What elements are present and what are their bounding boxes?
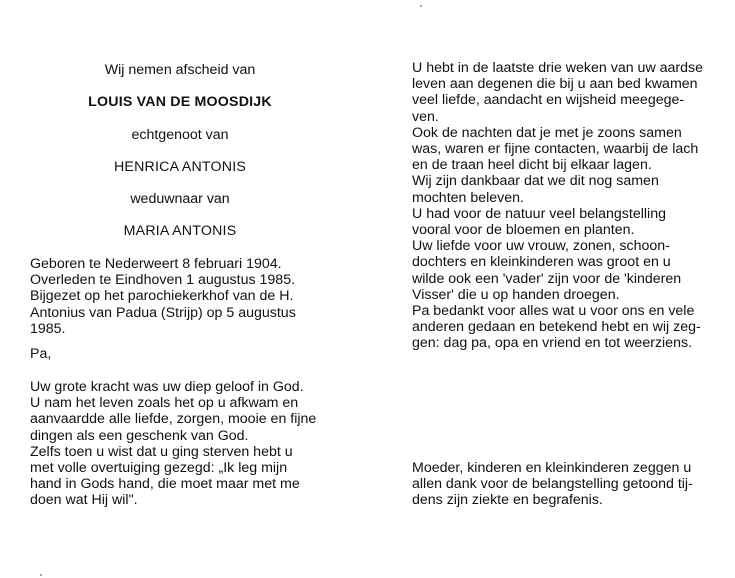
spouse-name: HENRICA ANTONIS [113, 159, 247, 175]
print-speck [40, 574, 42, 576]
right-body-text [412, 60, 704, 352]
text-line: was, waren er fijne contacten, waarbij de lach [412, 141, 699, 158]
intro-line: Wij nemen afscheid van [104, 62, 256, 78]
text-line: leven aan degenen die bij u aan bed kwamen [412, 76, 698, 93]
text-line: met volle overtuiging gezegd: „Ik leg mijn [30, 460, 288, 477]
text-line: aanvaardde alle liefde, zorgen, mooie en fijne [30, 411, 317, 428]
text-line: allen dank voor de belangstelling getoond tij- [412, 476, 693, 493]
text-line: Ook de nachten dat je met je zoons samen [412, 124, 682, 141]
salutation: Pa, [30, 346, 52, 362]
family-thanks [412, 460, 704, 509]
fact-line: Geboren te Nederweert 8 februari 1904. [30, 256, 282, 272]
fact-line: Overleden te Eindhoven 1 augustus 1985. [30, 272, 296, 289]
text-line: dochters en kleinkinderen was groot en u [412, 254, 671, 271]
text-line: doen wat Hij wil". [30, 492, 138, 509]
text-line: Zelfs toen u wist dat u ging sterven hebt u [30, 443, 293, 460]
fact-line: Antonius van Padua (Strijp) op 5 augustus [30, 304, 296, 321]
text-line: ven. [412, 108, 439, 125]
text-line: Uw liefde voor uw vrouw, zonen, schoon- [412, 238, 670, 255]
text-line: wilde ook een 'vader' zijn voor de 'kinderen [412, 270, 682, 287]
text-line: dingen als een geschenk van God. [30, 427, 249, 444]
print-speck [420, 5, 422, 7]
text-line: Visser' die u op handen droegen. [412, 286, 620, 303]
text-line: hand in Gods hand, die moet maar met me [30, 476, 300, 493]
left-body-text [30, 379, 330, 509]
text-line: U hebt in de laatste drie weken van uw aardse [412, 60, 704, 76]
spouse-label: echtgenoot van [131, 127, 229, 143]
text-line: en de traan heel dicht bij elkaar lagen. [412, 157, 652, 174]
text-line: Pa bedankt voor alles wat u voor ons en vele [412, 303, 695, 320]
text-line: vooral voor de bloemen en planten. [412, 222, 635, 239]
fact-line: Bijgezet op het parochiekerkhof van de H. [30, 288, 294, 305]
text-line: mochten beleven. [412, 189, 524, 206]
text-line: Moeder, kinderen en kleinkinderen zeggen u [412, 460, 692, 476]
text-line: Uw grote kracht was uw diep geloof in God. [30, 379, 304, 395]
text-line: veel liefde, aandacht en wijsheid meegege- [412, 92, 685, 109]
biographical-facts [30, 256, 330, 337]
text-line: U had voor de natuur veel belangstelling [412, 205, 666, 222]
text-line: anderen gedaan en betekend hebt en wij zeg- [412, 319, 701, 336]
first-wife-name: MARIA ANTONIS [123, 223, 237, 239]
deceased-name: LOUIS VAN DE MOOSDIJK [88, 94, 272, 110]
text-line: gen: dag pa, opa en vriend en tot weerziens. [412, 335, 693, 352]
fact-line: 1985. [30, 320, 66, 337]
text-line: dens zijn ziekte en begrafenis. [412, 492, 603, 509]
text-line: Wij zijn dankbaar dat we dit nog samen [412, 173, 659, 190]
text-line: U nam het leven zoals het op u afkwam en [30, 395, 299, 412]
widower-label: weduwnaar van [130, 191, 230, 207]
fold-line [367, 0, 368, 578]
